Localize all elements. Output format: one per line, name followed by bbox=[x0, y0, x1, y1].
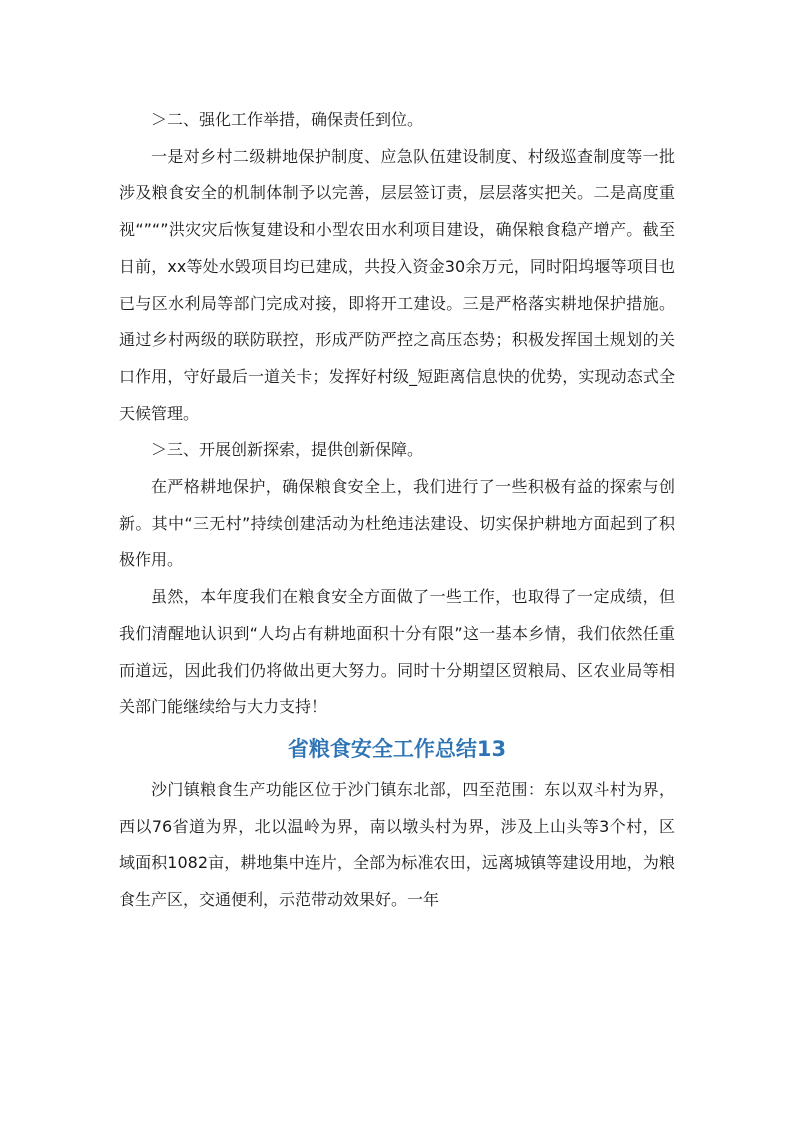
section-heading-three: ＞三、开展创新探索，提供创新保障。 bbox=[151, 440, 424, 460]
body-paragraph: 在严格耕地保护，确保粮食安全上，我们进行了一些积极有益的探索与创新。其中“三无村”持续创建活动为杜绝违法建设、切实保护耕地方面起到了积极作用。 bbox=[119, 477, 675, 570]
document-page bbox=[119, 102, 675, 919]
body-paragraph: 一是对乡村二级耕地保护制度、应急队伍建设制度、村级巡查制度等一批涉及粮食安全的机制体制予以完善，层层签订责，层层落实把关。二是高度重视“”“”洪灾灾后恢复建设和小型农田水利项目建设，确保粮食稳产增产。截至日前，xx等处水毁项目均已建成，共投入资金30余万元，同时阳坞堰等项目也已与区水利局等部门完成对接，即将开工建设。三是严格落实耕地保护措施。通过乡村两级的联防联控，形成严防严控之高压态势；积极发挥国土规划的关口作用，守好最后一道关卡；发挥好村级_短距离信息快的优势，实现动态式全天候管理。 bbox=[119, 146, 675, 423]
body-paragraph: 虽然，本年度我们在粮食安全方面做了一些工作，也取得了一定成绩，但我们清醒地认识到“人均占有耕地面积十分有限”这一基本乡情，我们依然任重而道远，因此我们仍将做出更大努力。同时十分期望区贸粮局、区农业局等相关部门能继续给与大力支持！ bbox=[119, 587, 675, 717]
section-heading-two: ＞二、强化工作举措，确保责任到位。 bbox=[151, 110, 424, 129]
body-paragraph: 沙门镇粮食生产功能区位于沙门镇东北部，四至范围：东以双斗村为界，西以76省道为界，北以温岭为界，南以墩头村为界，涉及上山头等3个村，区域面积1082亩，耕地集中连片，全部为标准农田，远离城镇等建设用地，为粮食生产区，交通便利，示范带动效果好。一年 bbox=[119, 779, 675, 910]
section-title: 省粮食安全工作总结13 bbox=[287, 736, 507, 761]
